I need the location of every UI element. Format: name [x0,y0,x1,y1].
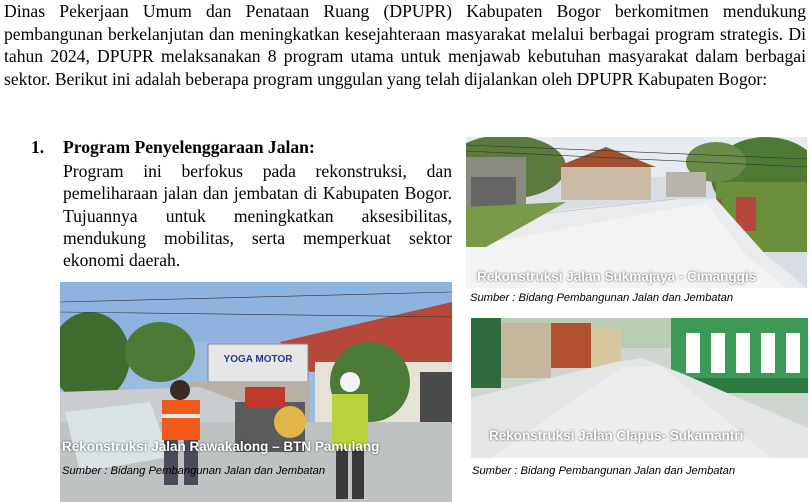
photo-sukmajaya [466,137,807,288]
source-rawakalong: Sumber : Bidang Pembangunan Jalan dan Jembatan [62,465,326,477]
caption-sukmajaya: Rekonstruksi Jalan Sukmajaya - Cimanggis [477,269,757,284]
shop-sign-text: YOGA MOTOR [223,354,293,365]
intro-paragraph: Dinas Pekerjaan Umum dan Penataan Ruang (DPUPR) Kabupaten Bogor berkomitmen mendukung pembangunan berkelanjutan dan meningkatkan kesejahteraan masyarakat melalui berbagai program strategis. Di tahun 2024, DPUPR melaksanakan 8 program utama untuk menjawab kebutuhan masyarakat dalam berbagai sektor. Berikut ini adalah beberapa program unggulan yang telah dijalankan oleh DPUPR Kabupaten Bogor: [4,1,806,89]
caption-clapus: Rekonstruksi Jalan Clapus- Sukamantri [489,428,744,443]
source-clapus: Sumber : Bidang Pembangunan Jalan dan Jembatan [472,465,736,477]
program-number: 1. [31,137,45,157]
source-sukmajaya: Sumber : Bidang Pembangunan Jalan dan Jembatan [470,292,734,304]
program-description: Program ini berfokus pada rekonstruksi, dan pemeliharaan jalan dan jembatan di Kabupaten Bogor. Tujuannya untuk meningkatkan aksesibilitas, mendukung mobilitas, serta memperkuat sektor ekonomi daerah. [63,161,452,271]
photo-rawakalong [60,282,452,502]
program-heading [31,137,315,158]
caption-rawakalong: Rekonstruksi Jalan Rawakalong – BTN Pamulang [62,439,380,454]
program-title: Program Penyelenggaraan Jalan: [63,137,315,157]
photo-clapus [471,318,808,458]
